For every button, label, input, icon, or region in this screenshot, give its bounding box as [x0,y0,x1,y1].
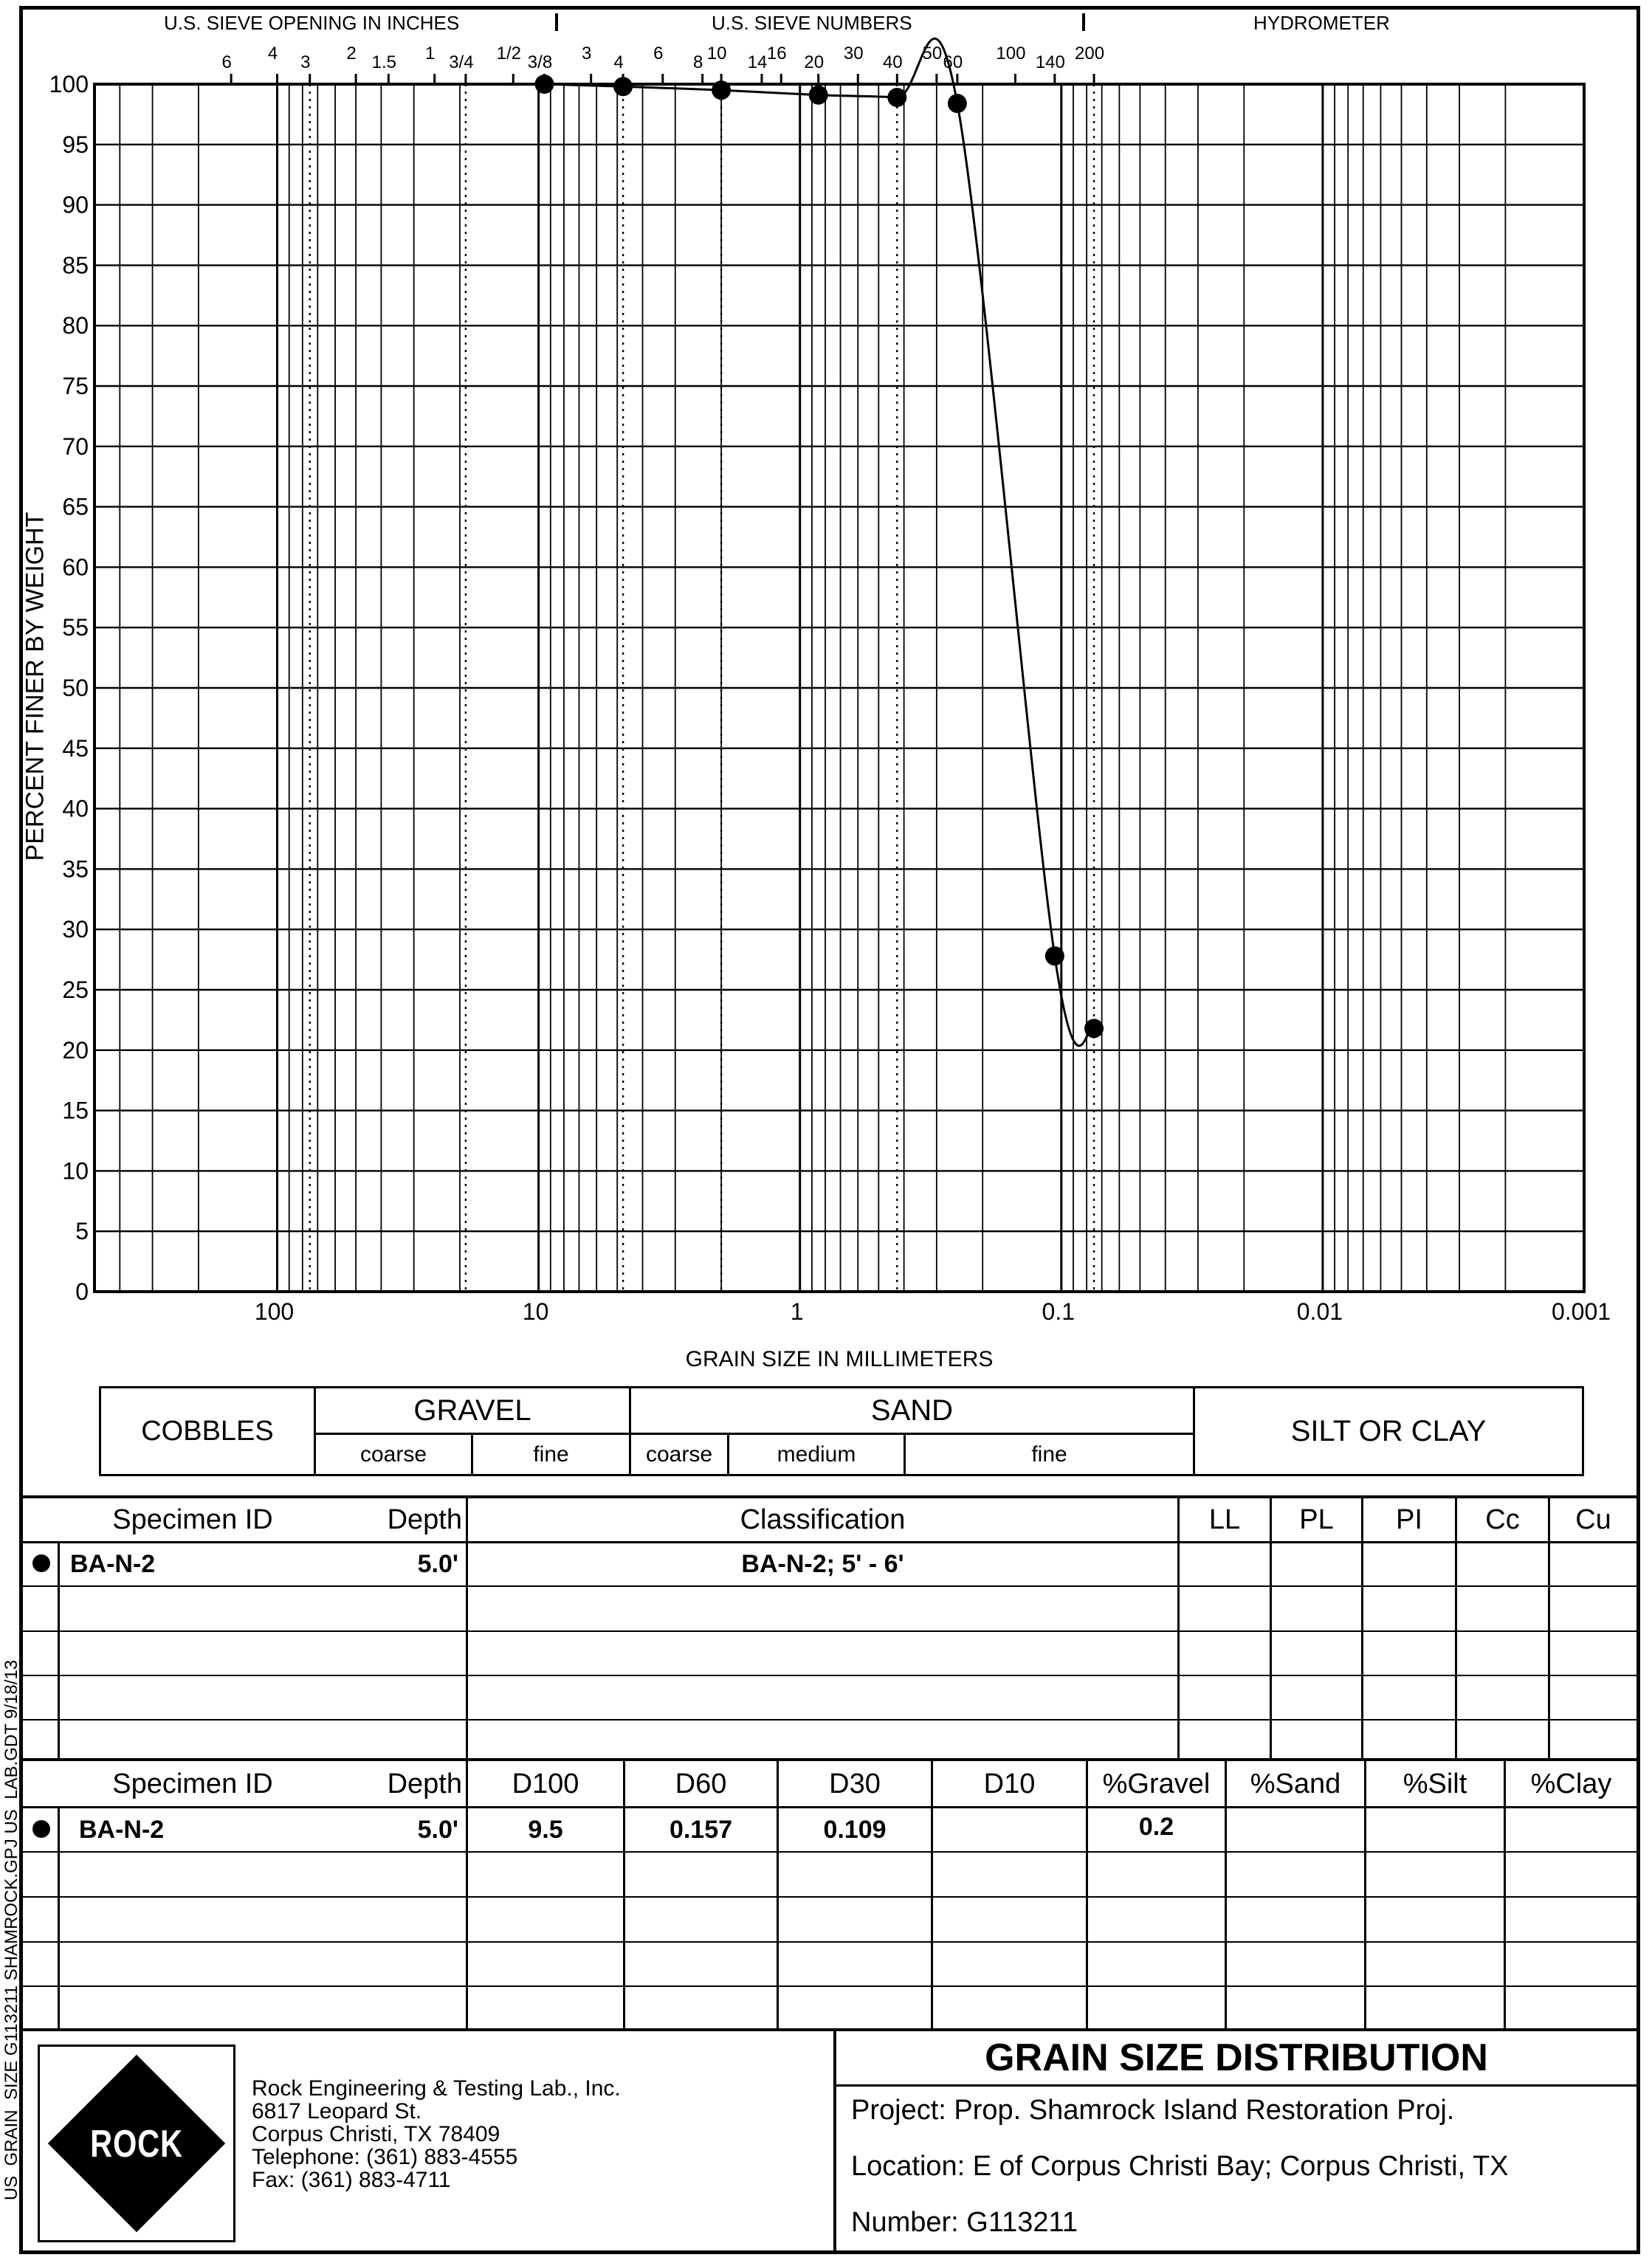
y-tick-label: 40 [62,795,89,822]
data-point [1084,1019,1104,1038]
sieve-label: 30 [843,44,864,63]
x-tick-label: 0.1 [1042,1298,1075,1325]
sieve-label: 60 [943,52,963,72]
data-point [613,77,633,96]
gravel-percent-header: %Gravel [1102,1768,1211,1799]
sieve-label: 1.5 [371,52,397,72]
x-axis-label: GRAIN SIZE IN MILLIMETERS [685,1347,994,1371]
table-row-specimen-id: BA-N-2 [79,1815,165,1844]
data-point [809,86,828,105]
sieve-axis [221,44,1104,84]
table-row-line [23,1985,1636,1987]
data-point [948,94,967,113]
y-tick-label: 85 [62,252,89,279]
y-tick-label: 5 [75,1218,89,1245]
table-row-depth: 5.0' [417,1550,458,1578]
sieve-label: 4 [267,44,278,63]
gravel-label: GRAVEL [413,1394,531,1427]
table-row-d60: 0.157 [669,1815,733,1844]
file-side-label: US_GRAIN_SIZE G113211 SHAMROCK.GPJ US_LAB.GDT 9/18/13 [1,1659,21,2201]
gravel-coarse-label: coarse [359,1442,427,1467]
series-marker-icon [32,1554,50,1572]
sieve-label: 6 [221,52,232,72]
y-tick-label: 0 [75,1278,89,1305]
chart-ticks [49,71,1611,1325]
sand-coarse-label: coarse [645,1442,713,1467]
table-col-line [58,1541,60,1758]
y-tick-label: 20 [62,1036,89,1064]
sieve-label: 3 [300,52,311,72]
grain-size-results-table [23,1761,1636,2031]
y-tick-label: 65 [62,493,89,520]
classification-table [23,1495,1636,1761]
sand-percent-header: %Sand [1250,1768,1341,1799]
d100-header: D100 [512,1768,579,1799]
depth-header: Depth [387,1768,462,1799]
table-row-classification: BA-N-2; 5' - 6' [741,1550,904,1578]
sieve-label: 3/8 [527,52,553,72]
gravel-fine-label: fine [533,1442,569,1467]
sieve-label: 200 [1075,44,1105,63]
sieve-label: 1 [425,44,436,63]
table-row-d100: 9.5 [528,1815,563,1844]
sieve-inches-header: U.S. SIEVE OPENING IN INCHES [164,12,460,34]
y-tick-label: 45 [62,734,89,762]
sieve-header-divider [1082,13,1085,31]
y-tick-label: 90 [62,191,89,218]
sieve-label: 3/4 [449,52,474,72]
sieve-label: 6 [653,44,664,63]
d30-header: D30 [829,1768,881,1799]
specimen-id-header: Specimen ID [112,1504,273,1535]
logo-text: ROCK [90,2123,183,2166]
table-row-line [23,1896,1636,1898]
depth-header: Depth [387,1504,462,1535]
logo-box [38,2045,235,2242]
chart-grid [94,84,1584,1292]
y-axis-label: PERCENT FINER BY WEIGHT [21,512,49,861]
table-row-line [23,1851,1636,1853]
clay-percent-header: %Clay [1530,1768,1612,1799]
data-point [887,88,906,107]
table-row-line [23,1941,1636,1943]
series-marker-icon [32,1820,50,1838]
sieve-label: 100 [996,44,1026,63]
table-row-depth: 5.0' [417,1815,458,1844]
sieve-label: 8 [692,52,703,72]
y-tick-label: 100 [49,71,89,97]
y-tick-label: 95 [62,131,89,158]
y-tick-label: 60 [62,554,89,581]
company-name: Rock Engineering & Testing Lab., Inc. [252,2076,621,2101]
sand-medium-label: medium [777,1442,856,1467]
y-tick-label: 75 [62,373,89,399]
hydrometer-header: HYDROMETER [1253,12,1390,34]
y-tick-label: 55 [62,614,89,641]
sieve-numbers-header: U.S. SIEVE NUMBERS [712,12,912,34]
table-row-gravel-percent: 0.2 [1138,1812,1174,1841]
y-tick-label: 70 [62,433,89,460]
y-tick-label: 25 [62,976,89,1003]
sand-label: SAND [870,1394,954,1427]
y-tick-label: 50 [62,675,89,701]
table-row-line [23,1585,1636,1587]
company-fax: Fax: (361) 883-4711 [252,2168,451,2192]
y-tick-label: 35 [62,855,89,883]
x-tick-label: 0.01 [1296,1298,1343,1325]
table-row-line [23,1719,1636,1720]
soil-classification-box [99,1386,1584,1476]
x-tick-label: 0.001 [1551,1298,1611,1325]
specimen-id-header: Specimen ID [112,1768,273,1799]
cc-header: Cc [1485,1504,1520,1535]
table-col-line [58,1806,60,2028]
d10-header: D10 [983,1768,1036,1799]
footer-line [836,2084,1636,2087]
report-title: GRAIN SIZE DISTRIBUTION [985,2036,1488,2079]
sieve-label: 4 [613,52,624,72]
sieve-label: 50 [922,44,943,63]
sieve-label: 40 [882,52,903,72]
logo-arrow-right-icon [207,2134,224,2154]
pl-header: PL [1299,1504,1334,1535]
d60-header: D60 [675,1768,727,1799]
sieve-label: 10 [706,44,727,63]
x-tick-label: 10 [522,1298,549,1325]
cobbles-label: COBBLES [141,1415,274,1447]
table-row-specimen-id: BA-N-2 [70,1550,156,1578]
silt-percent-header: %Silt [1403,1768,1467,1799]
ll-header: LL [1208,1504,1241,1535]
project-name: Project: Prop. Shamrock Island Restoration Proj. [851,2095,1455,2126]
sieve-label: 14 [747,52,768,72]
x-tick-label: 100 [254,1298,295,1325]
report-footer [23,2031,1636,2250]
table-row-d30: 0.109 [823,1815,887,1844]
silt-clay-label: SILT OR CLAY [1290,1414,1487,1447]
logo-arrow-left-icon [49,2134,66,2154]
company-info [252,2077,621,2191]
y-tick-label: 10 [62,1157,89,1185]
sieve-label: 20 [804,52,825,72]
sieve-label: 140 [1035,52,1065,72]
x-tick-label: 1 [790,1298,804,1325]
classification-header: Classification [740,1504,906,1535]
project-location: Location: E of Corpus Christi Bay; Corpus Christi, TX [851,2151,1509,2182]
company-address: 6817 Leopard St. [252,2099,422,2124]
company-city: Corpus Christi, TX 78409 [252,2122,500,2146]
company-telephone: Telephone: (361) 883-4555 [252,2145,518,2169]
sieve-label: 3 [581,44,592,63]
sieve-label: 2 [346,44,357,63]
project-number: Number: G113211 [851,2207,1078,2238]
cu-header: Cu [1575,1504,1611,1535]
sieve-label: 1/2 [496,44,521,63]
series-line [544,38,1094,1046]
chart-series [534,38,1104,1046]
table-row-line [23,1630,1636,1632]
y-tick-label: 80 [62,312,89,340]
sieve-label: 16 [766,44,787,63]
y-tick-label: 30 [62,916,89,943]
sieve-header-divider [555,13,558,31]
pi-header: PI [1396,1504,1422,1535]
y-tick-label: 15 [62,1097,89,1124]
data-point [1045,946,1064,965]
sand-fine-label: fine [1031,1442,1067,1467]
table-row-line [23,1675,1636,1676]
